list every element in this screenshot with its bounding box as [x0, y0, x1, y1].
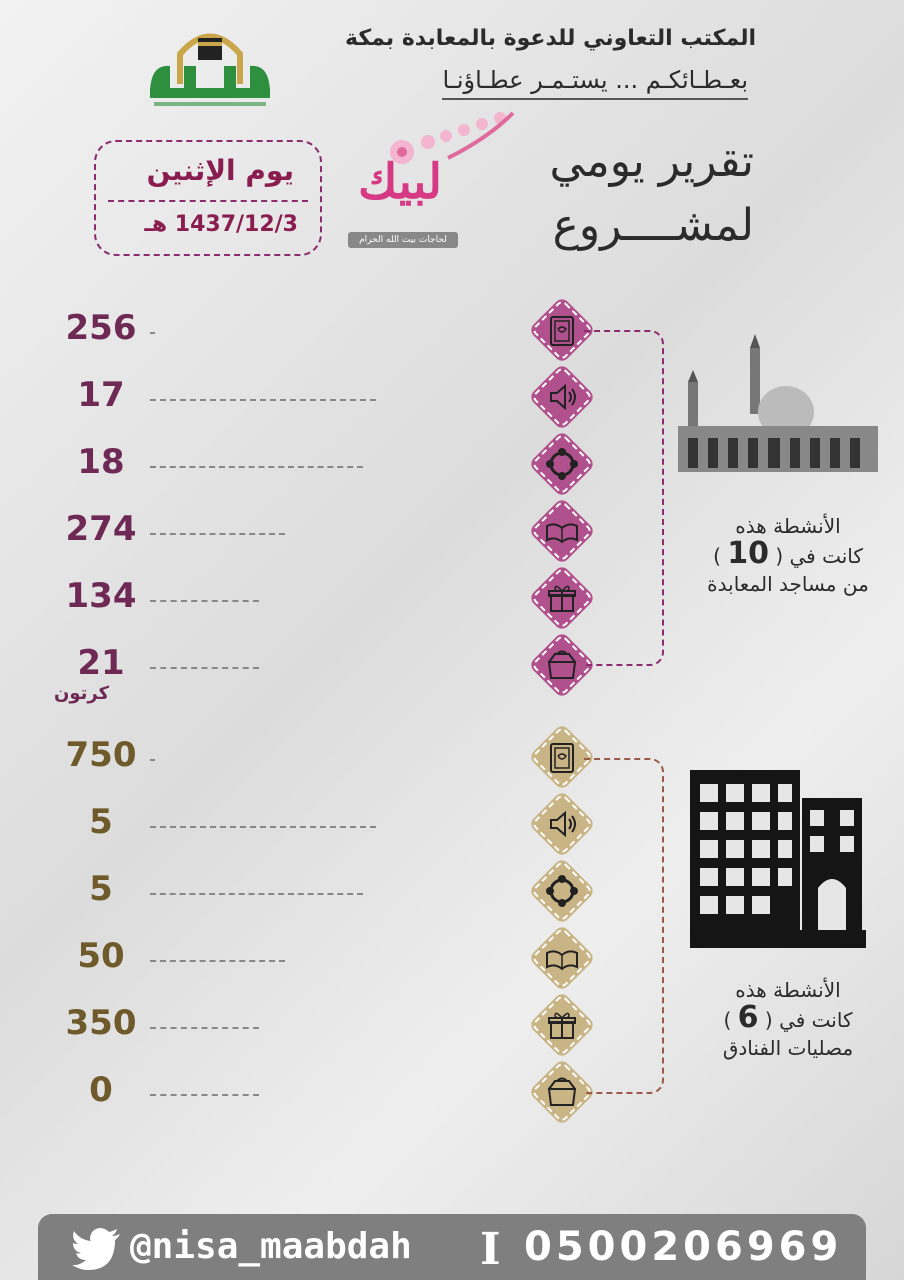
stat-leader-line [150, 600, 259, 602]
twitter-handle[interactable]: @nisa_maabdah [130, 1226, 412, 1267]
footer-contact-bar [38, 1214, 866, 1280]
gift-icon [543, 1006, 581, 1044]
report-title-line2: لمشــــروع [552, 200, 754, 251]
project-logo [348, 108, 518, 258]
stat-value: 17 [77, 375, 125, 415]
stat-value: 134 [65, 576, 137, 616]
meal-box-icon [543, 1073, 581, 1111]
organization-slogan: بعـطـائكـم ... يستـمـر عطـاؤنـا [442, 66, 748, 100]
section1-summary-line2: كانت في ( 10 ) [713, 536, 863, 571]
section1-summary-line3: من مساجد المعابدة [707, 572, 869, 596]
report-day: يوم الإثنين [146, 154, 294, 187]
stat-leader-line [150, 667, 259, 669]
organization-logo [140, 14, 280, 114]
phone-number[interactable]: 0500206969 [524, 1224, 843, 1270]
date-box [94, 140, 322, 256]
stat-leader-line [150, 826, 376, 828]
stat-leader-line [150, 759, 155, 761]
stat-value: 5 [89, 802, 113, 842]
stat-leader-line [150, 533, 285, 535]
section1-location-count: 10 [727, 536, 769, 571]
stat-unit: كرتون [54, 683, 110, 704]
report-title-line1: تقرير يومي [549, 136, 754, 187]
building-icon [690, 770, 866, 950]
footer-separator: I [480, 1224, 501, 1275]
stat-value: 21 [77, 643, 125, 683]
section2-summary-line2: كانت في ( 6 ) [723, 1000, 853, 1035]
section1-summary-line1: الأنشطة هذه [735, 514, 841, 538]
twitter-icon [72, 1228, 122, 1272]
section2-summary-line1: الأنشطة هذه [735, 978, 841, 1002]
section2-summary-line3: مصليات الفنادق [722, 1036, 854, 1060]
section1-summary [678, 512, 898, 598]
quran-icon [543, 311, 581, 349]
circle-group-icon [543, 445, 581, 483]
stat-value: 0 [89, 1070, 113, 1110]
stat-value: 18 [77, 442, 125, 482]
date-divider [108, 200, 308, 202]
section2-bracket [584, 758, 664, 1094]
book-icon [543, 512, 581, 550]
section1-bracket [584, 330, 664, 666]
stat-leader-line [150, 1094, 259, 1096]
speaker-icon [543, 805, 581, 843]
gift-icon [543, 579, 581, 617]
stat-leader-line [150, 399, 376, 401]
section2-summary [678, 976, 898, 1062]
book-icon [543, 939, 581, 977]
stat-value: 5 [89, 869, 113, 909]
circle-group-icon [543, 872, 581, 910]
organization-name: المكتب التعاوني للدعوة بالمعابدة بمكة [345, 26, 756, 51]
stat-value: 274 [65, 509, 137, 549]
stat-leader-line [150, 960, 285, 962]
speaker-icon [543, 378, 581, 416]
project-tagline: لحاجات بيت الله الحرام [348, 232, 458, 248]
mosque-icon [674, 334, 880, 474]
stat-leader-line [150, 1027, 259, 1029]
report-date: 1437/12/3 هـ [144, 212, 298, 237]
stat-leader-line [150, 466, 363, 468]
stat-value: 350 [65, 1003, 137, 1043]
project-name: لبيك [358, 154, 443, 210]
stat-leader-line [150, 893, 363, 895]
stat-leader-line [150, 332, 155, 334]
quran-icon [543, 738, 581, 776]
stat-value: 256 [65, 308, 137, 348]
stat-value: 750 [65, 735, 137, 775]
section2-location-count: 6 [737, 1000, 759, 1035]
stat-value: 50 [77, 936, 125, 976]
meal-box-icon [543, 646, 581, 684]
